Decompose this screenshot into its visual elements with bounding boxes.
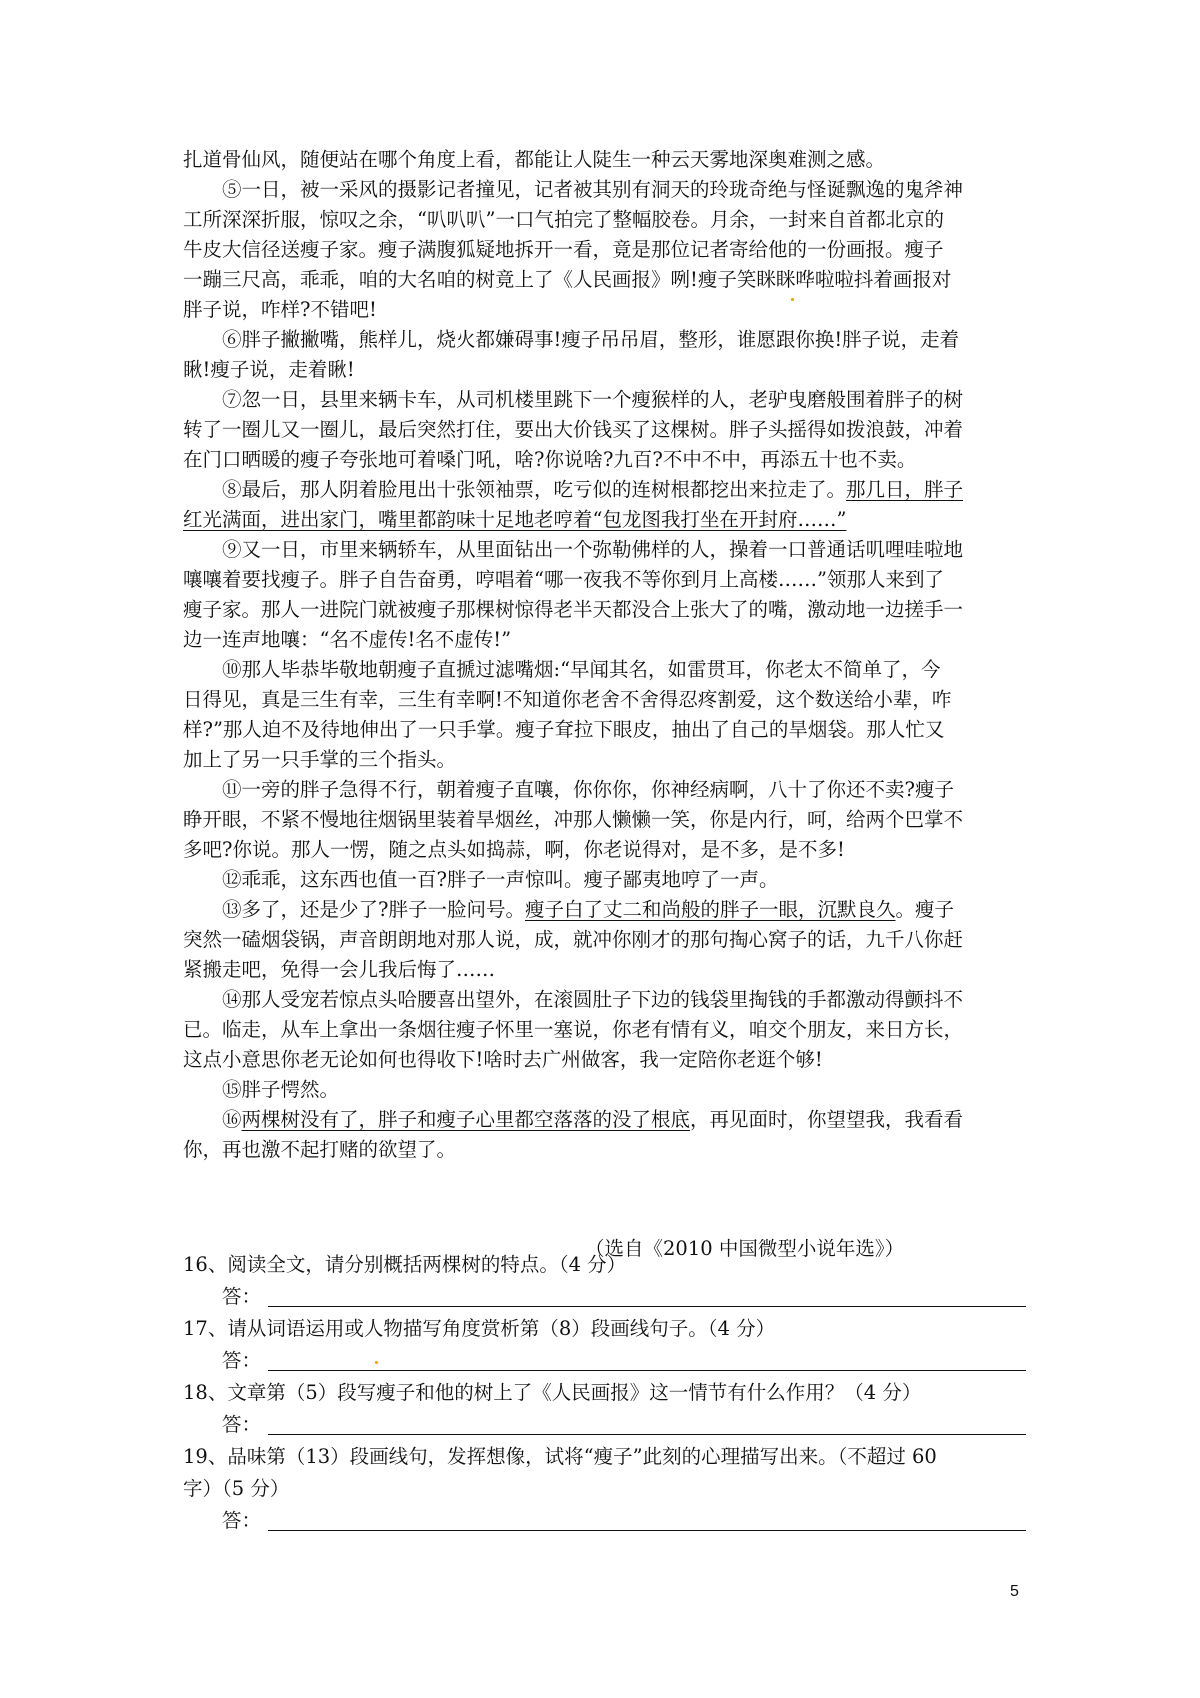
page-number: 5: [1010, 1583, 1019, 1600]
article-line: [183, 205, 944, 235]
article-line: [183, 745, 456, 775]
article-line: [222, 1105, 963, 1135]
article-line: [183, 805, 963, 835]
line-text: ，再见面时，你望望我，我看看: [690, 1108, 964, 1131]
article-line: [183, 295, 377, 325]
article-line: [183, 1045, 823, 1075]
answer-line-16[interactable]: [268, 1306, 1026, 1307]
line-text: 一蹦三尺高，乖乖，咱的大名咱的树竟上了《人民画报》咧!瘦子笑眯眯哗啦啦抖着画报对: [183, 268, 952, 291]
article-line: [222, 1075, 339, 1105]
line-text: ⑭那人受宠若惊点头哈腰喜出望外，在滚圆肚子下边的钱袋里掏钱的手都激动得颤抖不: [222, 988, 964, 1011]
answer-label-17: 答：: [222, 1349, 262, 1372]
line-text: 样?”那人迫不及待地伸出了一只手掌。瘦子耷拉下眼皮，抽出了自己的旱烟袋。那人忙又: [183, 718, 945, 741]
line-text: ⑪一旁的胖子急得不行，朝着瘦子直嚷，你你你，你神经病啊，八十了你还不卖?瘦子: [222, 778, 954, 801]
article-line: [222, 475, 963, 505]
article-line: [183, 415, 963, 445]
underlined-sentence: 红光满面，进出家门，嘴里都韵味十足地老哼着“包龙图我打坐在开封府……”: [183, 508, 847, 531]
article-line: [222, 895, 954, 925]
line-text: 在门口晒暖的瘦子夸张地可着嗓门吼，啥?你说啥?九百?不中不中，再添五十也不卖。: [183, 448, 917, 471]
line-text: 睁开眼，不紧不慢地往烟锅里装着旱烟丝，冲那人懒懒一笑，你是内行，呵，给两个巴掌不: [183, 808, 964, 831]
underlined-sentence: 瘦子白了丈二和尚般的胖子一眼，沉默良久: [524, 898, 896, 921]
line-text: ⑦忽一日，县里来辆卡车，从司机楼里跳下一个瘦猴样的人，老驴曳磨般围着胖子的树: [222, 388, 964, 411]
article-line: [222, 865, 778, 895]
article-line: [183, 625, 511, 655]
line-text: ⑨又一日，市里来辆轿车，从里面钻出一个弥勒佛样的人，操着一口普通话叽哩哇啦地: [222, 538, 964, 561]
line-text: 紧搬走吧，免得一会儿我后悔了……: [183, 958, 496, 981]
line-text: 边一连声地嚷：“名不虚传!名不虚传!”: [183, 628, 512, 651]
line-text: 工所深深折服，惊叹之余，“叭叭叭”一口气拍完了整幅胶卷。月余，一封来自首都北京的: [183, 208, 944, 231]
article-line: [222, 175, 963, 205]
article-line: [183, 685, 951, 715]
scan-mark: [791, 298, 794, 301]
article-line: [222, 655, 941, 685]
article-line: [183, 445, 916, 475]
line-text: 瘦子家。那人一进院门就被瘦子那棵树惊得老半天都没合上张大了的嘴，激动地一边搓手一: [183, 598, 964, 621]
line-text: ⑩那人毕恭毕敬地朝瘦子直搋过滤嘴烟:“早闻其名，如雷贯耳，你老太不简单了，今: [222, 658, 941, 681]
underlined-sentence: 那几日，胖子: [846, 478, 964, 501]
line-text: 扎道骨仙风，随便站在哪个角度上看，都能让人陡生一种云天雾地深奥难测之感。: [183, 148, 886, 171]
line-text: ⑬多了，还是少了?胖子一脸问号。: [222, 898, 525, 921]
line-text: 多吧?你说。那人一愣，随之点头如捣蒜，啊，你老说得对，是不多，是不多!: [183, 838, 845, 861]
source-citation: （选自《2010 中国微型小说年选》）: [585, 1237, 905, 1260]
article-line: [183, 355, 355, 385]
question-16: 16、阅读全文，请分别概括两棵树的特点。（4 分）: [183, 1253, 627, 1276]
article-line: [222, 775, 954, 805]
line-text: 瞅!瘦子说，走着瞅!: [183, 358, 355, 381]
line-text: ⑤一日，被一采风的摄影记者撞见，记者被其别有洞天的玲珑奇绝与怪诞飘逸的鬼斧神: [222, 178, 964, 201]
article-line: [183, 565, 944, 595]
scan-mark: [375, 1361, 378, 1364]
line-text: 牛皮大信径送瘦子家。瘦子满腹狐疑地拆开一看，竟是那位记者寄给他的一份画报。瘦子: [183, 238, 944, 261]
article-line: [183, 925, 963, 955]
line-text: ⑧最后，那人阴着脸甩出十张领袖票，吃亏似的连树根都挖出来拉走了。: [222, 478, 847, 501]
article-line: [183, 955, 495, 985]
article-line: [183, 595, 963, 625]
answer-label-16: 答：: [222, 1285, 262, 1308]
answer-line-18[interactable]: [268, 1434, 1026, 1435]
answer-line-19[interactable]: [268, 1530, 1026, 1531]
article-line: [183, 235, 944, 265]
article-line: [222, 325, 959, 355]
article-line: [183, 265, 951, 295]
line-text: ⑮胖子愕然。: [222, 1078, 340, 1101]
line-text: 。瘦子: [895, 898, 954, 921]
line-text: ⑯: [222, 1108, 242, 1131]
line-text: ⑥胖子撇撇嘴，熊样儿，烧火都嫌碍事!瘦子吊吊眉，整形，谁愿跟你换!胖子说，走着: [222, 328, 960, 351]
article-line: [183, 1015, 963, 1045]
article-line: [183, 715, 944, 745]
article-line: [222, 385, 963, 415]
answer-line-17[interactable]: [268, 1370, 1026, 1371]
line-text: 这点小意思你老无论如何也得收下!啥时去广州做客，我一定陪你老逛个够!: [183, 1048, 823, 1071]
question-17: 17、请从词语运用或人物描写角度赏析第（8）段画线句子。（4 分）: [183, 1317, 776, 1340]
line-text: 胖子说，咋样?不错吧!: [183, 298, 377, 321]
article-line: [183, 835, 845, 865]
answer-label-18: 答：: [222, 1413, 262, 1436]
line-text: 转了一圈儿又一圈儿，最后突然打住，要出大价钱买了这棵树。胖子头摇得如拨浪鼓，冲着: [183, 418, 964, 441]
question-18: 18、文章第（5）段写瘦子和他的树上了《人民画报》这一情节有什么作用？（4 分）: [183, 1381, 922, 1404]
line-text: 已。临走，从车上拿出一条烟往瘦子怀里一塞说，你老有情有义，咱交个朋友，来日方长，: [183, 1018, 964, 1041]
answer-label-19: 答：: [222, 1509, 262, 1532]
question-19-cont: 字）（5 分）: [183, 1477, 290, 1500]
line-text: 日得见，真是三生有幸，三生有幸啊!不知道你老舍不舍得忍疼割爱，这个数送给小辈，咋: [183, 688, 952, 711]
line-text: 加上了另一只手掌的三个指头。: [183, 748, 457, 771]
line-text: 嚷嚷着要找瘦子。胖子自告奋勇，哼唱着“哪一夜我不等你到月上高楼……”领那人来到了: [183, 568, 944, 591]
article-line: [183, 145, 885, 175]
line-text: 你，再也激不起打赌的欲望了。: [183, 1138, 457, 1161]
line-text: ⑫乖乖，这东西也值一百?胖子一声惊叫。瘦子鄙夷地哼了一声。: [222, 868, 779, 891]
article-line: [222, 985, 963, 1015]
article-line: [183, 505, 846, 535]
question-19: 19、品味第（13）段画线句，发挥想像，试将“瘦子”此刻的心理描写出来。（不超过 60: [183, 1445, 937, 1468]
line-text: 突然一磕烟袋锅，声音朗朗地对那人说，成，就冲你刚才的那句掏心窝子的话，九千八你赶: [183, 928, 964, 951]
underlined-sentence: 两棵树没有了，胖子和瘦子心里都空落落的没了根底: [241, 1108, 691, 1131]
article-line: [222, 535, 963, 565]
article-line: [183, 1135, 456, 1165]
